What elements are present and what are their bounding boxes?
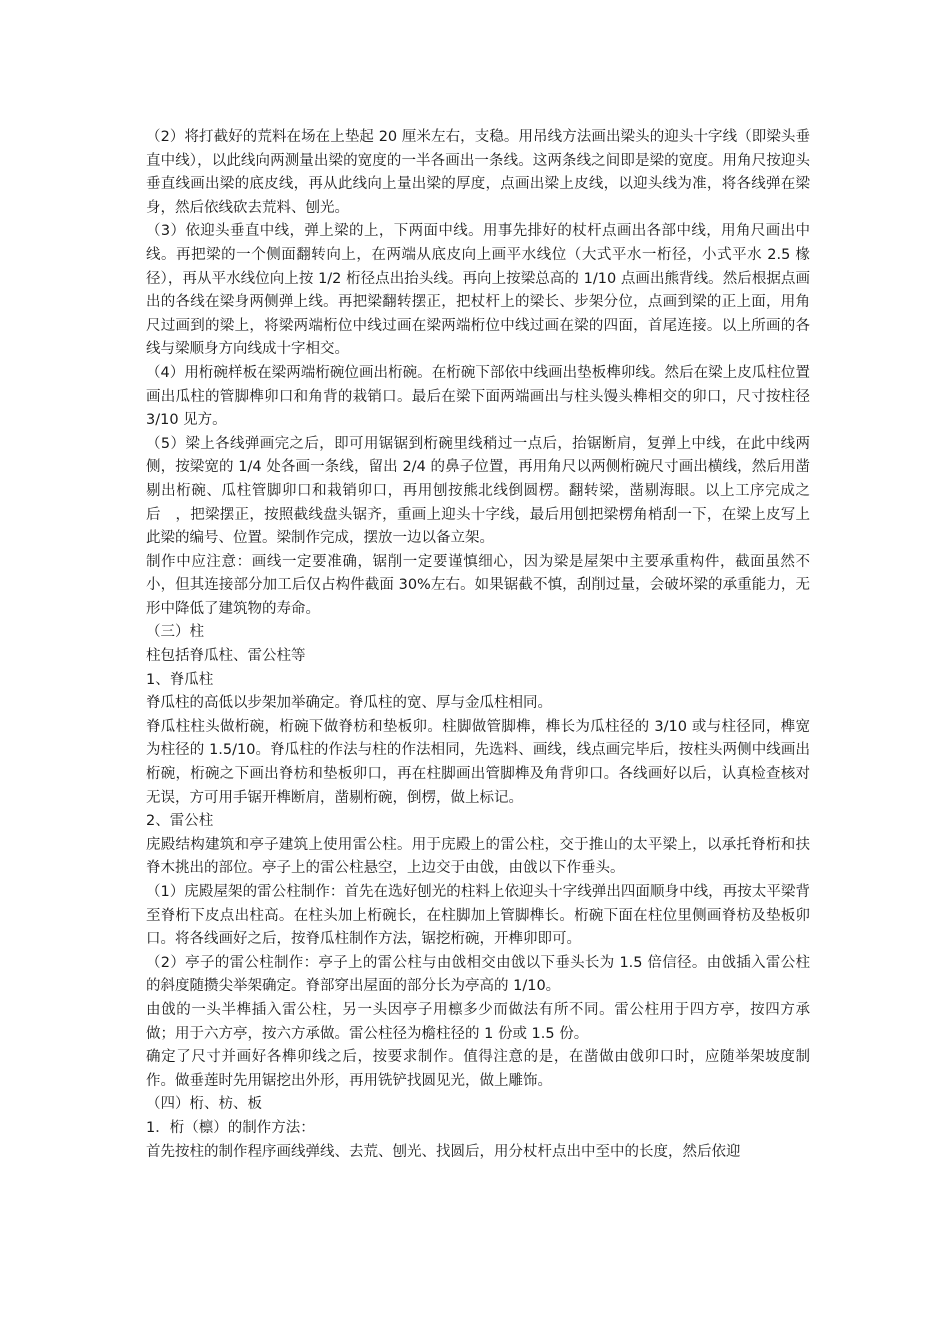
paragraph-beam-step-2: （2）将打截好的荒料在场在上垫起 20 厘米左右，支稳。用吊线方法画出梁头的迎头十字线（即梁头垂直中线），以此线向两测量出梁的宽度的一半各画出一条线。这两条线之间即是梁的宽度。用角尺按迎头垂直线画出梁的底皮线，再从此线向上量出梁的厚度，点画出梁上皮线，以迎头线为准，将各线弹在梁身，然后依线砍去荒料、刨光。 bbox=[146, 129, 810, 216]
document-body bbox=[146, 126, 810, 1164]
paragraph-lei-gong-hip-roof: （1）庑殿屋架的雷公柱制作：首先在选好刨光的柱料上依迎头十字线弹出四面顺身中线，再按太平梁背至脊桁下皮点出柱高。在柱头加上桁碗长，在柱脚加上管脚榫长。桁碗下面在柱位里侧画脊枋及垫板卯口。将各线画好之后，按脊瓜柱制作方法，锯挖桁碗，开榫卯即可。 bbox=[146, 884, 810, 948]
paragraph-lei-gong-intro: 庑殿结构建筑和亭子建筑上使用雷公柱。用于庑殿上的雷公柱，交于推山的太平梁上，以承托脊桁和扶脊木挑出的部位。亭子上的雷公柱悬空，上边交于由戗，由戗以下作垂头。 bbox=[146, 836, 810, 877]
paragraph-beam-notes: 制作中应注意：画线一定要准确，锯削一定要谨慎细心，因为梁是屋架中主要承重构件，截面虽然不小，但其连接部分加工后仅占构件截面 30%左右。如果锯截不慎，刮削过量，会破坏梁的承重能力，无形中降低了建筑物的寿命。 bbox=[146, 553, 810, 617]
paragraph-purlin-method: 首先按柱的制作程序画线弹线、去荒、刨光、找圆后，用分杖杆点出中至中的长度，然后依迎 bbox=[146, 1143, 741, 1160]
paragraph-lei-gong-making: 确定了尺寸并画好各榫卯线之后，按要求制作。值得注意的是，在凿做由戗卯口时，应随举架坡度制作。做垂莲时先用锯挖出外形，再用铣铲找圆见光，做上雕饰。 bbox=[146, 1049, 810, 1089]
section-heading-columns: （三）柱 bbox=[146, 624, 204, 641]
subheading-lei-gong-column: 2、雷公柱 bbox=[146, 813, 214, 830]
paragraph-ridge-column-size: 脊瓜柱的高低以步架加举确定。脊瓜柱的宽、厚与金瓜柱相同。 bbox=[146, 695, 552, 712]
paragraph-you-qiang: 由戗的一头半榫插入雷公柱，另一头因亭子用檩多少而做法有所不同。雷公柱用于四方亭，按四方承做；用于六方亭，按六方承做。雷公柱径为檐柱径的 1 份或 1.5 份。 bbox=[146, 1001, 810, 1042]
paragraph-ridge-column-method: 脊瓜柱柱头做桁碗，桁碗下做脊枋和垫板卯。柱脚做管脚榫，榫长为瓜柱径的 3/10 或与柱径同，榫宽为柱径的 1.5/10。脊瓜柱的作法与柱的作法相同，先选料、画线，线点画完毕后，按柱头两侧中线画出桁碗，桁碗之下画出脊枋和垫板卯口，再在柱脚画出管脚榫及角背卯口。各线画好以后，认真检查核对无误，方可用手锯开榫断肩，凿剔桁碗，倒楞，做上标记。 bbox=[146, 718, 810, 806]
subheading-purlin-method: 1．桁（檩）的制作方法： bbox=[146, 1119, 315, 1136]
paragraph-beam-step-5: （5）梁上各线弹画完之后，即可用锯锯到桁碗里线稍过一点后，抬锯断肩，复弹上中线，在此中线两侧，按梁宽的 1/4 处各画一条线，留出 2/4 的鼻子位置，再用角尺以两侧桁碗尺寸画出横线，然后用凿剔出桁碗、瓜柱管脚卯口和栽销卯口，再用刨按熊北线倒圆楞。翻转梁，凿剔海眼。以上工序完成之后 ，把梁摆正，按照截线盘头锯齐，重画上迎头十字线，最后用刨把梁楞角梢刮一下，在梁上皮写上此梁的编号、位置。梁制作完成，摆放一边以备立架。 bbox=[146, 435, 810, 547]
paragraph-lei-gong-pavilion: （2）亭子的雷公柱制作：亭子上的雷公柱与由戗相交由戗以下垂头长为 1.5 倍信径。由戗插入雷公柱的斜度随攒尖举架确定。脊部穿出屋面的部分长为亭高的 1/10。 bbox=[146, 954, 810, 995]
paragraph-beam-step-3: （3）依迎头垂直中线，弹上梁的上，下两面中线。用事先排好的杖杆点画出各部中线，用角尺画出中线。再把梁的一个侧面翻转向上，在两端从底皮向上画平水线位（大式平水一桁径，小式平水 2.5 椽径），再从平水线位向上按 1/2 桁径点出抬头线。再向上按梁总高的 1/10 点画出熊背线。然后根据点画出的各线在梁身两侧弹上线。再把梁翻转摆正，把杖杆上的梁长、步架分位，点画到梁的正上面，用角尺过画到的梁上，将梁两端桁位中线过画在梁两端桁位中线过画在梁的四面，首尾连接。以上所画的各线与梁顺身方向线成十字相交。 bbox=[146, 223, 810, 358]
section-heading-purlins: （四）桁、枋、板 bbox=[146, 1096, 262, 1113]
paragraph-columns-intro: 柱包括脊瓜柱、雷公柱等 bbox=[146, 648, 306, 665]
subheading-ridge-column: 1、脊瓜柱 bbox=[146, 671, 214, 688]
paragraph-beam-step-4: （4）用桁碗样板在梁两端桁碗位画出桁碗。在桁碗下部依中线画出垫板榫卯线。然后在梁上皮瓜柱位置画出瓜柱的管脚榫卯口和角背的栽销口。最后在梁下面两端画出与柱头馒头榫相交的卯口，尺寸按柱径 3/10 见方。 bbox=[146, 364, 810, 429]
